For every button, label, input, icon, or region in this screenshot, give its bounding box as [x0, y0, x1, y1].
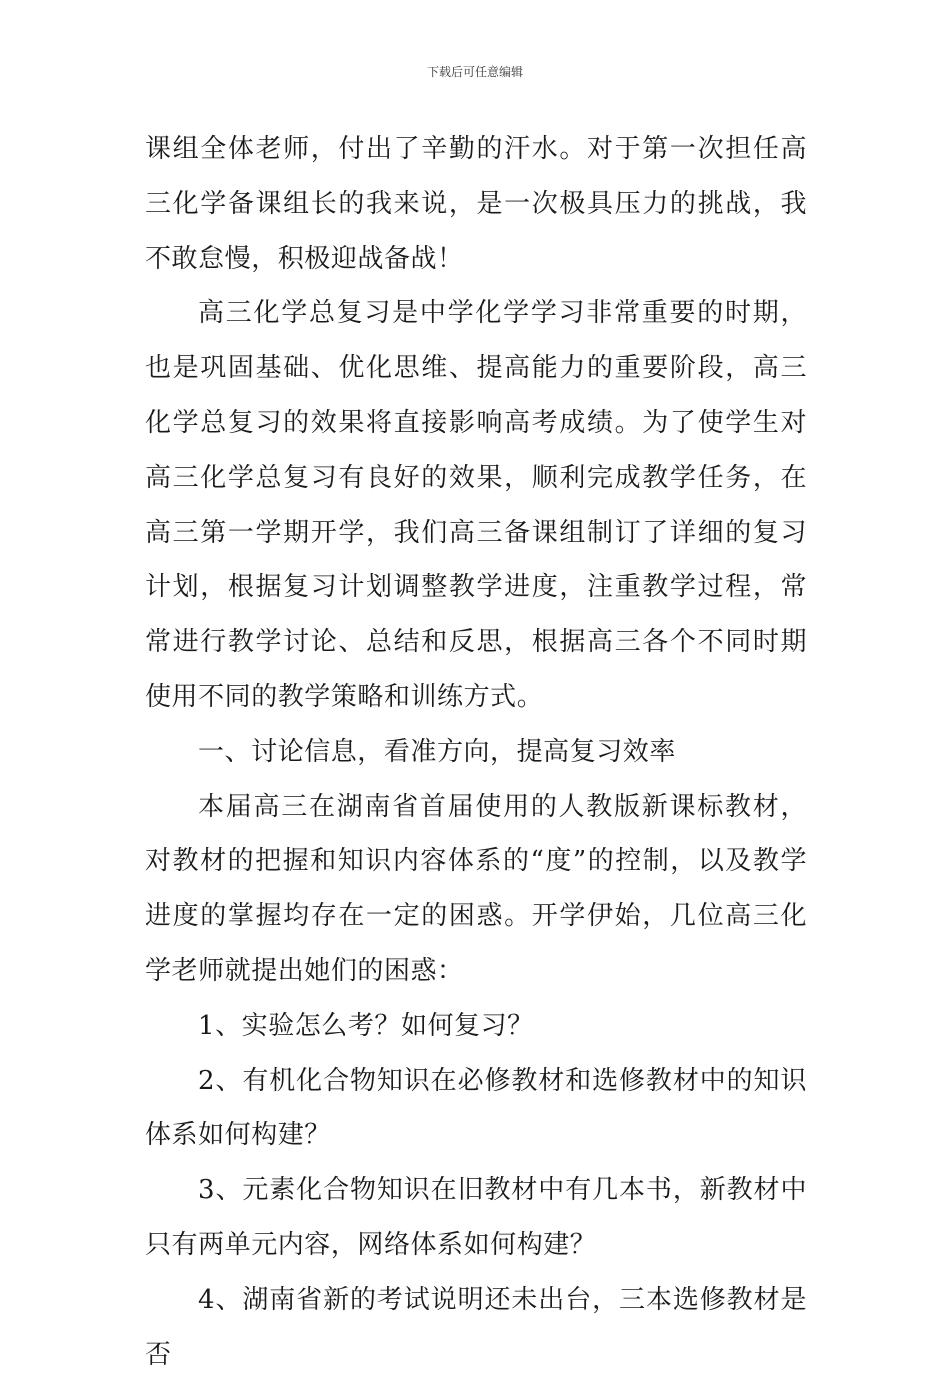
document-body: [145, 122, 807, 1382]
list-item-2: 2、有机化合物知识在必修教材和选修教材中的知识体系如何构建？: [145, 1065, 807, 1151]
list-item-1: 1、实验怎么考？如何复习？: [198, 1010, 534, 1041]
page-header: 下载后可任意编辑: [426, 65, 523, 79]
paragraph-confusion: 本届高三在湖南省首届使用的人教版新课标教材，对教材的把握和知识内容体系的“度”的控制，以及教学进度的掌握均存在一定的困惑。开学伊始，几位高三化学老师就提出她们的困惑：: [145, 791, 807, 986]
paragraph-review-importance: 高三化学总复习是中学化学学习非常重要的时期，也是巩固基础、优化思维、提高能力的重要阶段，高三化学总复习的效果将直接影响高考成绩。为了使学生对高三化学总复习有良好的效果，顺利完成教学任务，在高三第一学期开学，我们高三备课组制订了详细的复习计划，根据复习计划调整教学进度，注重教学过程，常常进行教学讨论、总结和反思，根据高三各个不同时期使用不同的教学策略和训练方式。: [145, 298, 807, 712]
paragraph-continuation: 课组全体老师，付出了辛勤的汗水。对于第一次担任高三化学备课组长的我来说，是一次极具压力的挑战，我不敢怠慢，积极迎战备战！: [145, 134, 807, 274]
list-item-3: 3、元素化合物知识在旧教材中有几本书，新教材中只有两单元内容，网络体系如何构建？: [145, 1175, 807, 1260]
section-heading-1: 一、讨论信息，看准方向，提高复习效率: [198, 736, 676, 767]
list-item-4: 4、湖南省新的考试说明还未出台，三本选修教材是否: [145, 1284, 807, 1370]
